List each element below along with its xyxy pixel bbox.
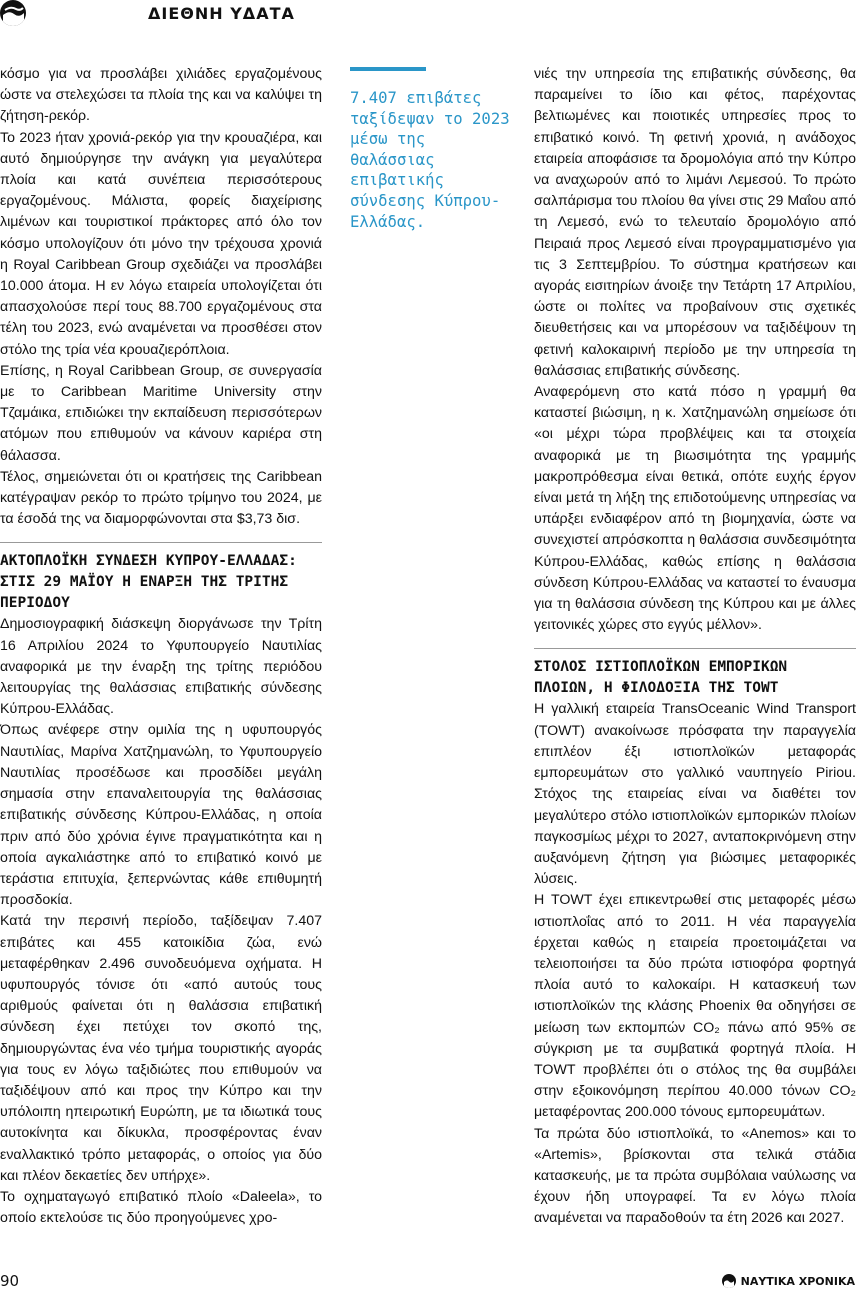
paragraph: Αναφερόμενη στο κατά πόσο η γραμμή θα καταστεί βιώσιμη, η κ. Χατζημανώλη σημείωσε ότι «οι μέχρι τώρα προβλέψεις και τα στοιχεία αναφορικά με τη βιωσιμότητα της γραμμής μακροπρόθεσμα είναι θετικά, οπότε ευχής έργον είναι μετά τη λήξη της επιδοτούμενης υπηρεσίας να υπάρξει ενδιαφέρον από τη βιομηχανία, ώστε να συνεχιστεί απρόσκοπτα η θαλάσσια συνδεσιμότητα Κύπρου-Ελλάδας, καθώς επίσης η θαλάσσια σύνδεση Κύπρου-Ελλάδας να καταστεί το έναυσμα για τη θαλάσσια σύνδεση της Κύπρου και με άλλες γειτονικές χώρες στο εγγύς μέλλον». — [534, 384, 856, 634]
page-number: 90 — [0, 1272, 20, 1290]
paragraph: νιές την υπηρεσία της επιβατικής σύνδεσης, θα παραμείνει το ίδιο και φέτος, παρέχοντας βελτιωμένες και ποιοτικές υπηρεσίες προς το επιβατικό κοινό. Τη φετινή χρονιά, η ανάδοχος εταιρεία αποφάσισε τα δρομολόγια από την Κύπρο να αναχωρούν από το λιμάνι Λεμεσού. Το πρώτο σαλπάρισμα του πλοίου θα γίνει στις 29 Μαΐου από τη Λεμεσό, ενώ το τελευταίο δρομολόγιο από Πειραιά προς Λεμεσό είναι προγραμματισμένο για τις 3 Σεπτεμβρίου. Το σύστημα κρατήσεων και αγοράς εισιτηρίων άνοιξε την Τετάρτη 17 Απριλίου, ώστε οι πολίτες να προβαίνουν στις σχετικές διευθετήσεις και να μπορέσουν να ταξιδέψουν τη φετινή καλοκαιρινή περίοδο με την υπηρεσία τη θαλάσσιας επιβατικής σύνδεσης. — [534, 66, 856, 379]
paragraph: Δημοσιογραφική διάσκεψη διοργάνωσε την Τρίτη 16 Απριλίου 2024 το Υφυπουργείο Ναυτιλίας αναφορικά με την έναρξη της τρίτης περιόδου λειτουργίας της θαλάσσιας επιβατικής σύνδεσης Κύπρου-Ελλάδας. — [0, 616, 322, 718]
paragraph: Κατά την περσινή περίοδο, ταξίδεψαν 7.407 επιβάτες και 455 κατοικίδια ζώα, ενώ μεταφέρθηκαν 2.496 συνοδευόμενα οχήματα. Η υφυπουργός τόνισε ότι «από αυτούς τους αριθμούς φαίνεται ότι η θαλάσσια επιβατική σύνδεση έχει πετύχει τον σκοπό της, δημιουργώντας ένα νέο τμήμα τουριστικής αγοράς για τους εν λόγω ταξιδιώτες που επιθυμούν να ταξιδέψουν από και προς την Κύπρο και την υπόλοιπη ηπειρωτική Ευρώπη, με τα ιδιωτικά τους αυτοκίνητα και δίκυκλα, προσφέροντας έναν εναλλακτικό τρόπο μεταφοράς, ο οποίος για δύο και πλέον δεκαετίες δεν υπήρχε». — [0, 913, 322, 1184]
paragraph: Το 2023 ήταν χρονιά-ρεκόρ για την κρουαζιέρα, και αυτό δημιούργησε την ανάγκη για μεγαλύτερα πλοία και κατά συνέπεια περισσότερους εργαζομένους. Μάλιστα, φορείς διαχείρισης λιμένων και τουριστικοί πράκτορες από όλο τον κόσμο υπολογίζουν ότι μόνο την τρέχουσα χρονιά η Royal Caribbean Group σχεδιάζει να προσλάβει 10.000 άτομα. Η εν λόγω εταιρεία υπολογίζεται ότι απασχολούσε περί τους 88.700 εργαζομένους στα τέλη του 2023, ενώ αναμένεται να προσθέσει στον στόλο της τρία νέα κρουαζιερόπλοια. — [0, 129, 322, 358]
left-column — [0, 64, 322, 1229]
paragraph: Όπως ανέφερε στην ομιλία της η υφυπουργός Ναυτιλίας, Μαρίνα Χατζημανώλη, το Υφυπουργείο Ναυτιλίας προσέδωσε και προσδίδει μεγάλη σημασία στην επαναλειτουργία της θαλάσσιας επιβατικής σύνδεσης Κύπρου-Ελλάδας, η οποία πριν από δύο χρόνια έγινε πραγματικότητα και η οποία αγκαλιάστηκε από το επιβατικό κοινό με τεράστια επιτυχία, ξεπερνώντας κάθε επιθυμητή προσδοκία. — [0, 722, 322, 909]
subheading-cyprus-greece: ΑΚΤΟΠΛΟΪΚΗ ΣΥΝΔΕΣΗ ΚΥΠΡΟΥ-ΕΛΛΑΔΑΣ: ΣΤΙΣ 29 ΜΑΪΟΥ Η ΕΝΑΡΞΗ ΤΗΣ ΤΡΙΤΗΣ ΠΕΡΙΟΔΟΥ — [0, 542, 322, 614]
paragraph: Η γαλλική εταιρεία TransOceanic Wind Transport (TOWT) ανακοίνωσε πρόσφατα την παραγγελία επιπλέον έξι ιστιοπλοϊκών μεταφοράς εμπορευμάτων στο γαλλικό ναυπηγείο Piriou. Στόχος της εταιρείας είναι να διαθέτει τον μεγαλύτερο στόλο ιστιοπλοϊκών εμπορικών πλοίων παγκοσμίως μέχρι το 2027, ανταποκρινόμενη στην αυξανόμενη ζήτηση για βιώσιμες μεταφορικές λύσεις. — [534, 701, 856, 888]
paragraph: Τα πρώτα δύο ιστιοπλοϊκά, το «Anemos» και το «Artemis», βρίσκονται στα τελικά στάδια κατασκευής, με τα πρώτα συμβόλαια ναύλωσης να έχουν ήδη υπογραφεί. Τα εν λόγω πλοία αναμένεται να παραδοθούν τα έτη 2026 και 2027. — [534, 1125, 856, 1227]
right-column — [534, 64, 856, 1230]
paragraph: Το οχηματαγωγό επιβατικό πλοίο «Daleela», το οποίο εκτελούσε τις δύο προηγούμενες χρο- — [0, 1188, 322, 1227]
publication-logo-icon — [0, 0, 26, 26]
section-title: ΔΙΕΘΝΗ ΥΔΑΤΑ — [148, 4, 295, 23]
subheading-towt: ΣΤΟΛΟΣ ΙΣΤΙΟΠΛΟΪΚΩΝ ΕΜΠΟΡΙΚΩΝ ΠΛΟΙΩΝ, Η ΦΙΛΟΔΟΞΙΑ ΤΗΣ TOWT — [534, 648, 856, 699]
brand-logo-icon — [722, 1274, 736, 1288]
paragraph: Η TOWT έχει επικεντρωθεί στις μεταφορές μέσω ιστιοπλοΐας από το 2011. Η νέα παραγγελία έρχεται καθώς η εταιρεία προετοιμάζεται να τελειοποιήσει τα δύο πρώτα ιστιοφόρα φορτηγά πλοία αυτό το καλοκαίρι. Η κατασκευή των ιστιοπλοϊκών της κλάσης Phoenix θα οδηγήσει σε μείωση των εκπομπών CO₂ πάνω από 95% σε σύγκριση με τα συμβατικά φορτηγά πλοία. Η TOWT προβλέπει ότι ο στόλος της θα συμβάλει στην εξοικονόμηση περίπου 40.000 τόνων CO₂ μεταφέροντας 200.000 τόνους εμπορευμάτων. — [534, 892, 856, 1121]
paragraph: κόσμο για να προσλάβει χιλιάδες εργαζομένους ώστε να στελεχώσει τα πλοία της και να καλύψει τη ζήτηση-ρεκόρ. — [0, 66, 322, 125]
page-header — [0, 0, 857, 30]
footer-brand — [722, 1274, 855, 1288]
brand-name: ΝΑΥΤΙΚΑ ΧΡΟΝΙΚΑ — [740, 1274, 855, 1288]
pull-quote-rule — [350, 67, 426, 71]
pull-quote: 7.407 επιβάτες ταξίδεψαν το 2023 μέσω της θαλάσσιας επιβατικής σύνδεσης Κύπρου-Ελλάδας. — [350, 89, 510, 231]
paragraph: Επίσης, η Royal Caribbean Group, σε συνεργασία με το Caribbean Maritime University στην Τζαμάικα, επιδιώκει την εκπαίδευση περισσότερων ατόμων που επιθυμούν να κάνουν καριέρα στη θάλασσα. — [0, 362, 322, 464]
paragraph: Τέλος, σημειώνεται ότι οι κρατήσεις της Caribbean κατέγραψαν ρεκόρ το πρώτο τρίμηνο του 2024, με τα έσοδά της να διαμορφώνονται στα $3,73 δισ. — [0, 468, 322, 528]
